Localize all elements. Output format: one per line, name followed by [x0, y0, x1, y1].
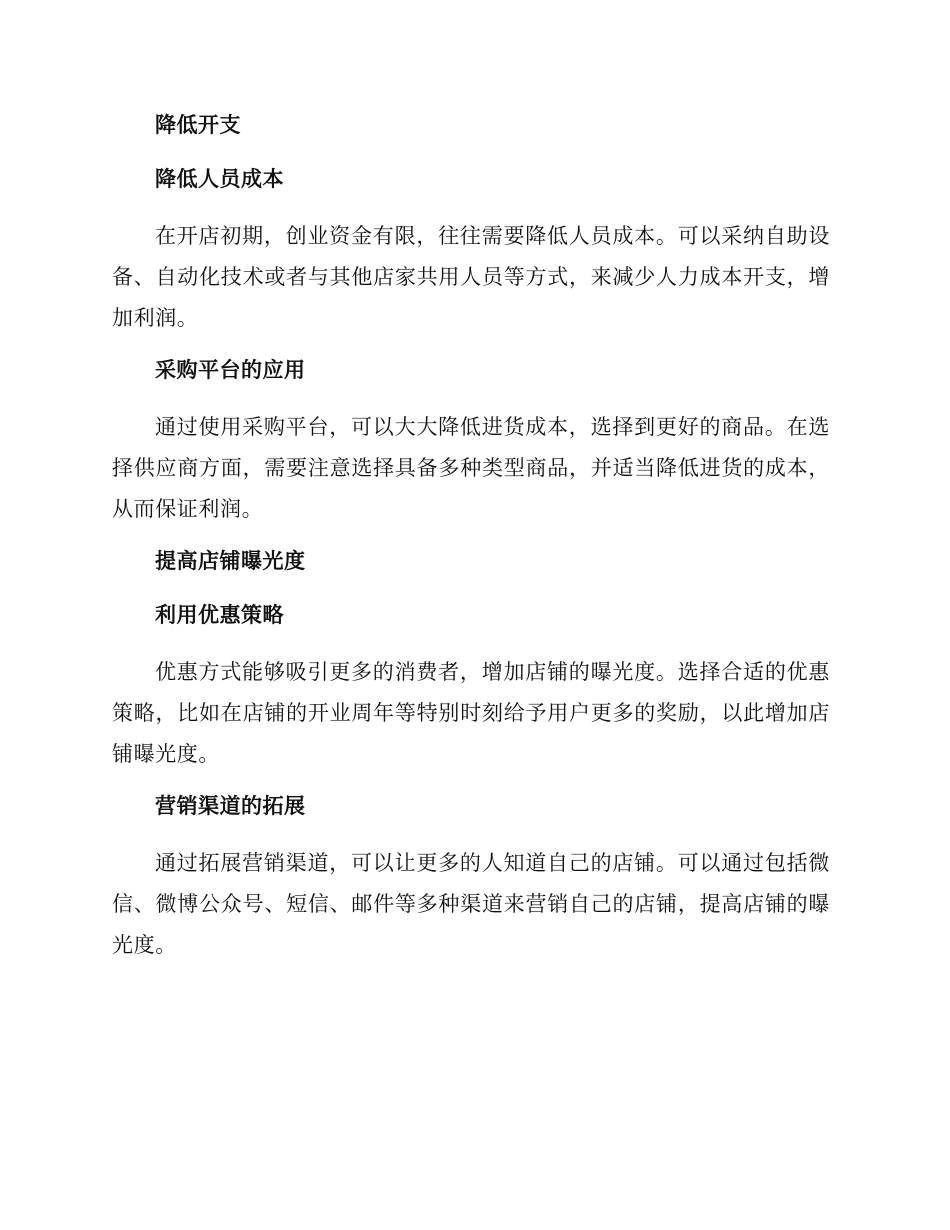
- document-page: [112, 108, 830, 980]
- paragraph-staff-cost: 在开店初期，创业资金有限，往往需要降低人员成本。可以采纳自助设备、自动化技术或者与其他店家共用人员等方式，来减少人力成本开支，增加利润。: [112, 224, 830, 330]
- paragraph-discount-strategy: 优惠方式能够吸引更多的消费者，增加店铺的曝光度。选择合适的优惠策略，比如在店铺的开业周年等特别时刻给予用户更多的奖励，以此增加店铺曝光度。: [112, 660, 830, 766]
- paragraph-procurement-platform: 通过使用采购平台，可以大大降低进货成本，选择到更好的商品。在选择供应商方面，需要注意选择具备多种类型商品，并适当降低进货的成本，从而保证利润。: [112, 415, 830, 521]
- section-heading-reduce-expenses: 降低开支: [155, 113, 241, 137]
- section-heading-store-exposure: 提高店铺曝光度: [155, 549, 306, 573]
- paragraph-marketing-channels: 通过拓展营销渠道，可以让更多的人知道自己的店铺。可以通过包括微信、微博公众号、短信、邮件等多种渠道来营销自己的店铺，提高店铺的曝光度。: [112, 851, 830, 957]
- subsection-heading-staff-cost: 降低人员成本: [155, 167, 284, 191]
- subsection-heading-marketing-channels: 营销渠道的拓展: [155, 794, 306, 818]
- subsection-heading-discount-strategy: 利用优惠策略: [155, 603, 284, 627]
- subsection-heading-procurement-platform: 采购平台的应用: [155, 358, 306, 382]
